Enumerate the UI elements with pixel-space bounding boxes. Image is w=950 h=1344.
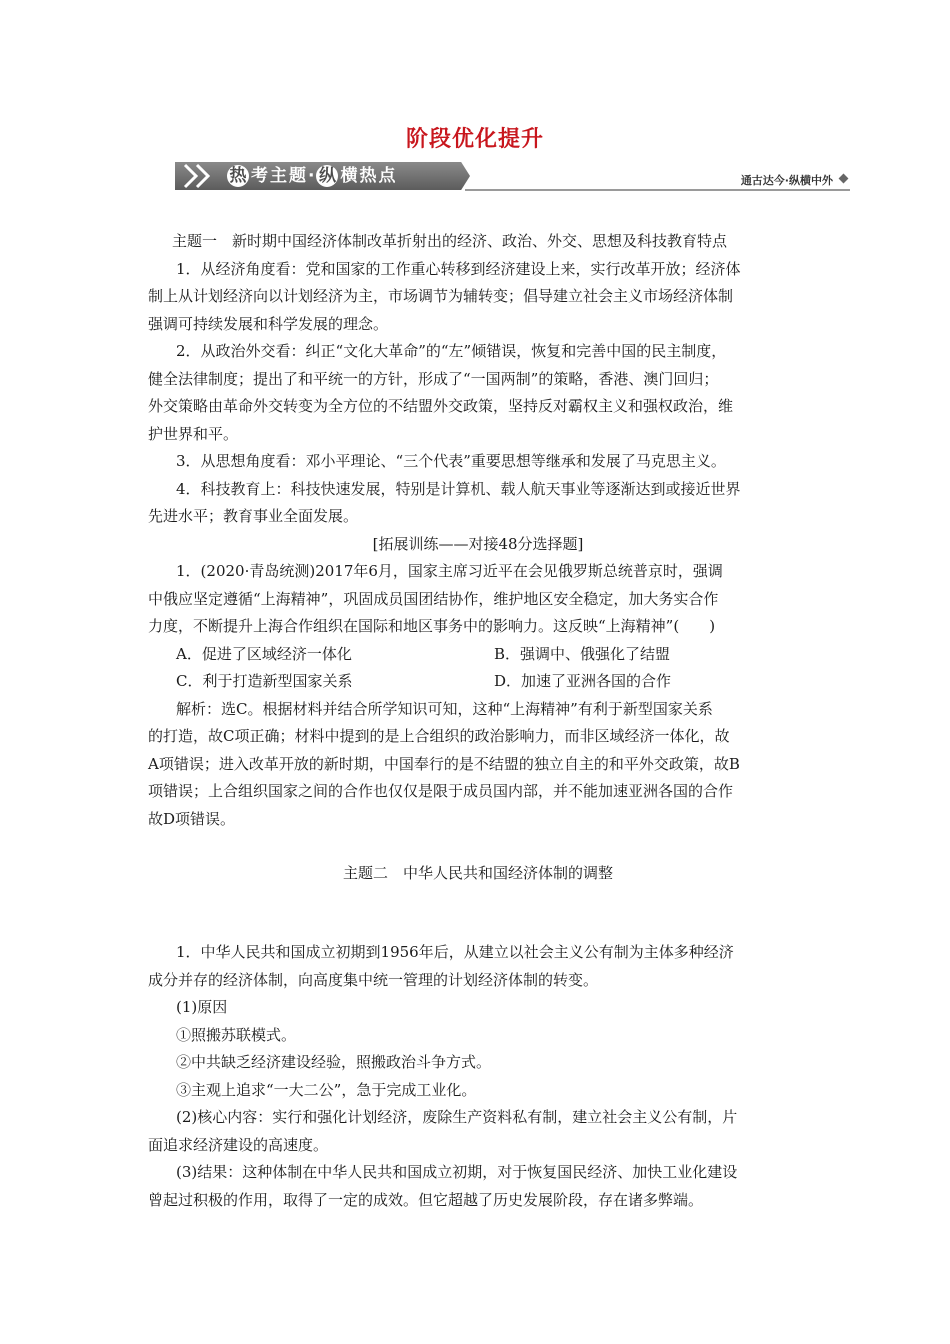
text-line: 曾起过积极的作用，取得了一定的成效。但它超越了历史发展阶段，存在诸多弊端。 (148, 1190, 704, 1209)
analysis-line: 的打造，故C项正确；材料中提到的是上合组织的政治影响力，而非区域经济一体化，故 (148, 727, 730, 745)
cause-title: (1)原因 (176, 998, 228, 1016)
question-line: 中俄应坚定遵循“上海精神”，巩固成员国团结协作，维护地区安全稳定，加大务实合作 (148, 589, 719, 608)
text-line: 健全法律制度；提出了和平统一的方针，形成了“一国两制”的策略，香港、澳门回归； (148, 369, 719, 388)
diamond-icon (839, 174, 849, 184)
text-line: 2．从政治外交看：纠正“文化大革命”的“左”倾错误，恢复和完善中国的民主制度， (176, 342, 727, 360)
text-line: 面追求经济建设的高速度。 (148, 1135, 329, 1154)
banner-rule (465, 189, 850, 191)
training-heading: [拓展训练——对接48分选择题] (372, 534, 584, 553)
option-b: B．强调中、俄强化了结盟 (494, 644, 671, 663)
analysis-line: 项错误；上合组织国家之间的合作也仅仅是限于成员国内部，并不能加速亚洲各国的合作 (148, 782, 734, 800)
theme2-section (148, 939, 808, 1214)
analysis-line: 解析：选C。根据材料并结合所学知识可知，这种“上海精神”有利于新型国家关系 (176, 699, 713, 718)
banner-circle-1: 热 (227, 165, 249, 187)
text-line: 制上从计划经济向以计划经济为主，市场调节为辅转变；倡导建立社会主义市场经济体制 (148, 287, 734, 305)
question-line: 1．(2020·青岛统测)2017年6月，国家主席习近平在会见俄罗斯总统普京时，强调 (176, 562, 723, 580)
cause-item: ②中共缺乏经济建设经验，照搬政治斗争方式。 (176, 1053, 492, 1071)
text-line: 护世界和平。 (148, 424, 239, 443)
banner-mid-2: 横热点 (340, 166, 398, 186)
text-line: 强调可持续发展和科学发展的理念。 (148, 314, 389, 333)
option-c: C．利于打造新型国家关系 (176, 672, 353, 690)
cause-item: ③主观上追求“一大二公”，急于完成工业化。 (176, 1080, 477, 1099)
text-line: 外交策略由革命外交转变为全方位的不结盟外交政策，坚持反对霸权主义和强权政治，维 (148, 397, 734, 415)
options-row (148, 668, 808, 696)
analysis-line: 故D项错误。 (148, 809, 236, 828)
theme1-heading: 主题一 新时期中国经济体制改革折射出的经济、政治、外交、思想及科技教育特点 (172, 232, 728, 250)
text-line: 1．从经济角度看：党和国家的工作重心转移到经济建设上来，实行改革开放；经济体 (176, 259, 741, 278)
text-line: 1．中华人民共和国成立初期到1956年后，从建立以社会主义公有制为主体多种经济 (176, 943, 734, 961)
option-a: A．促进了区域经济一体化 (176, 644, 352, 663)
double-chevron-icon (181, 163, 221, 189)
text-line: 成分并存的经济体制，向高度集中统一管理的计划经济体制的转变。 (148, 970, 599, 989)
text-line: (3)结果：这种体制在中华人民共和国成立初期，对于恢复国民经济、加快工业化建设 (176, 1163, 738, 1181)
banner-title (227, 162, 397, 190)
option-d: D．加速了亚洲各国的合作 (494, 672, 672, 690)
options-row (148, 641, 808, 669)
question-line: 力度，不断提升上海合作组织在国际和地区事务中的影响力。这反映“上海精神”( ) (148, 617, 716, 635)
page-title: 阶段优化提升 (405, 127, 544, 152)
banner-circle-2: 纵 (316, 165, 338, 187)
text-line: 3．从思想角度看：邓小平理论、“三个代表”重要思想等继承和发展了马克思主义。 (176, 452, 726, 470)
banner-mid-1: 考主题· (251, 166, 317, 186)
text-line: 先进水平；教育事业全面发展。 (148, 507, 359, 525)
cause-item: ①照搬苏联模式。 (176, 1025, 297, 1044)
text-line: 4．科技教育上：科技快速发展，特别是计算机、载人航天事业等逐渐达到或接近世界 (176, 479, 741, 498)
analysis-line: A项错误；进入改革开放的新时期，中国奉行的是不结盟的独立自主的和平外交政策，故B (148, 754, 740, 773)
theme2-heading: 主题二 中华人民共和国经济体制的调整 (342, 864, 613, 882)
text-line: (2)核心内容：实行和强化计划经济，废除生产资料私有制，建立社会主义公有制，片 (176, 1108, 738, 1126)
section-banner (175, 160, 855, 196)
banner-tag: 通古达今·纵横中外 (740, 174, 833, 187)
theme1-section (148, 228, 808, 833)
